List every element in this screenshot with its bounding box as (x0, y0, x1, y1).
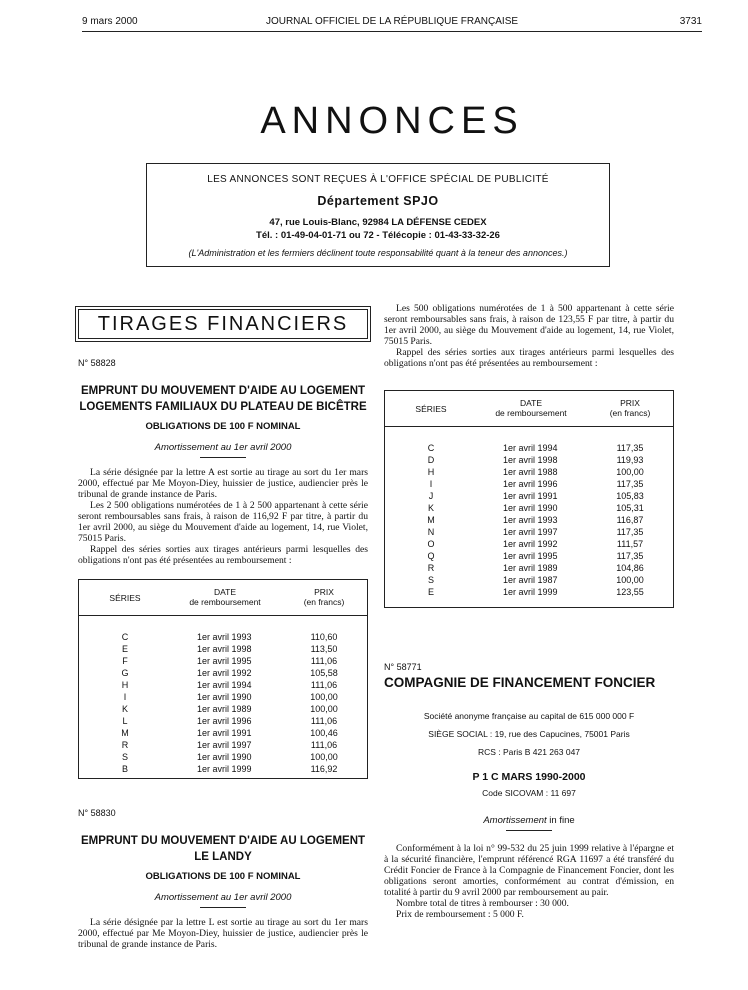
paragraph: Rappel des séries sorties aux tirages antérieurs parmi lesquelles des obligations n'ont pas été présentées au remboursement : (384, 347, 674, 369)
date-cell: 1er avril 1995 (503, 551, 558, 561)
date-cell: 1er avril 1995 (197, 656, 252, 666)
column-header-date: DATE de remboursement (495, 398, 567, 418)
price-cell: 110,60 (310, 632, 338, 642)
table-row (385, 575, 673, 587)
table-row (385, 491, 673, 503)
table-row (79, 704, 367, 716)
paragraph: Prix de remboursement : 5 000 F. (396, 909, 524, 920)
date-cell: 1er avril 1991 (503, 491, 558, 501)
section-title: TIRAGES FINANCIERS (78, 309, 368, 339)
series-cell: S (121, 752, 128, 762)
date-cell: 1er avril 1990 (197, 692, 252, 702)
paragraph: Conformément à la loi n° 99-532 du 25 juin 1999 relative à l'épargne et à la sécurité financière, l'emprunt référencé RGA 11697 a été transféré du Crédit Foncier de France à la Compagnie de Financement Foncier, dont les obligations seront amorties, conformément au contrat d'émission, en totalité à partir du 9 avril 2000 par remboursement au pair. (384, 843, 674, 898)
announcement-ref: N° 58828 (78, 358, 116, 368)
date-cell: 1er avril 1992 (503, 539, 558, 549)
table-row (79, 644, 367, 656)
table-row (385, 539, 673, 551)
table-row (79, 632, 367, 644)
date-cell: 1er avril 1993 (503, 515, 558, 525)
date-cell: 1er avril 1988 (503, 467, 558, 477)
notice-box (146, 163, 610, 267)
company-name: COMPAGNIE DE FINANCEMENT FONCIER (384, 675, 656, 690)
table-row (79, 692, 367, 704)
announcement-58830 (78, 808, 368, 950)
paragraph: Les 500 obligations numérotées de 1 à 500 appartenant à cette série seront remboursables sans frais, à raison de 123,55 F par titre, à partir du 1er avril 2000, au siège du Mouvement d'aide au logement, 14, rue Violet, 75015 Paris. (384, 303, 674, 347)
series-cell: R (121, 740, 129, 750)
series-cell: C (121, 632, 129, 642)
date-cell: 1er avril 1990 (503, 503, 558, 513)
announcement-ref: N° 58771 (384, 662, 422, 672)
series-cell: R (427, 563, 435, 573)
company-capital: Société anonyme française au capital de 615 000 000 F (423, 711, 635, 721)
series-cell: M (427, 515, 435, 525)
notice-line-1: LES ANNONCES SONT REÇUES À L'OFFICE SPÉCIAL DE PUBLICITÉ (207, 174, 549, 185)
page-title: ANNONCES (260, 100, 524, 142)
date-cell: 1er avril 1999 (197, 764, 252, 774)
company-headquarters: SIÈGE SOCIAL : 19, rue des Capucines, 75001 Paris (428, 729, 630, 739)
series-cell: L (122, 716, 128, 726)
announcement-amortization: Amortissement in fine (483, 815, 575, 826)
price-cell: 104,86 (616, 563, 644, 573)
notice-disclaimer: (L'Administration et les fermiers déclinent toute responsabilité quant à la teneur des annonces.) (188, 248, 568, 258)
announcement-amortization: Amortissement au 1er avril 2000 (154, 892, 292, 903)
page-header (82, 12, 702, 32)
series-cell: H (427, 467, 435, 477)
table-row (79, 716, 367, 728)
date-cell: 1er avril 1992 (197, 668, 252, 678)
table-row (385, 587, 673, 599)
date-cell: 1er avril 1996 (197, 716, 252, 726)
price-cell: 111,06 (310, 716, 338, 726)
date-cell: 1er avril 1994 (197, 680, 252, 690)
date-cell: 1er avril 1990 (197, 752, 252, 762)
series-cell: G (121, 668, 129, 678)
price-cell: 117,35 (616, 551, 644, 561)
series-cell: J (428, 491, 434, 501)
table-row (79, 680, 367, 692)
price-cell: 100,46 (310, 728, 338, 738)
price-cell: 116,92 (310, 764, 338, 774)
announcement-58771 (384, 662, 674, 920)
column-header-price: PRIX (en francs) (303, 587, 345, 607)
series-cell: H (121, 680, 129, 690)
price-cell: 100,00 (616, 575, 644, 585)
date-cell: 1er avril 1987 (503, 575, 558, 585)
table-row (385, 515, 673, 527)
series-cell: I (123, 692, 127, 702)
header-page-number: 3731 (679, 16, 702, 27)
bond-name: P 1 C MARS 1990-2000 (472, 771, 586, 783)
series-cell: B (121, 764, 128, 774)
table-row (79, 668, 367, 680)
announcement-amortization: Amortissement au 1er avril 2000 (154, 442, 292, 453)
series-cell: C (427, 443, 435, 453)
announcement-title-line-1: EMPRUNT DU MOUVEMENT D'AIDE AU LOGEMENT (80, 385, 366, 397)
price-cell: 111,06 (310, 740, 338, 750)
table-header (79, 580, 367, 616)
price-cell: 105,83 (616, 491, 644, 501)
price-cell: 119,93 (616, 455, 644, 465)
table-row (79, 740, 367, 752)
table-row (385, 551, 673, 563)
announcement-title-line-1: EMPRUNT DU MOUVEMENT D'AIDE AU LOGEMENT (80, 835, 366, 847)
series-table (78, 579, 368, 779)
table-row (385, 479, 673, 491)
price-cell: 105,31 (616, 503, 644, 513)
price-cell: 117,35 (616, 527, 644, 537)
notice-address: 47, rue Louis-Blanc, 92984 LA DÉFENSE CEDEX (269, 217, 487, 228)
table-row (385, 455, 673, 467)
series-cell: K (427, 503, 434, 513)
company-rcs: RCS : Paris B 421 263 047 (477, 747, 581, 757)
table-row (79, 656, 367, 668)
price-cell: 117,35 (616, 479, 644, 489)
price-cell: 111,57 (616, 539, 644, 549)
price-cell: 100,00 (310, 752, 338, 762)
series-cell: Q (427, 551, 435, 561)
announcement-subtitle: OBLIGATIONS DE 100 F NOMINAL (145, 421, 301, 432)
price-cell: 116,87 (616, 515, 644, 525)
column-header-series: SÉRIES (109, 593, 141, 603)
series-cell: F (122, 656, 128, 666)
table-row (385, 467, 673, 479)
date-cell: 1er avril 1991 (197, 728, 252, 738)
paragraph: La série désignée par la lettre L est sortie au tirage au sort du 1er mars 2000, effectué par Me Moyon-Diey, huissier de justice, audiencier près le tribunal de grande instance de Paris. (78, 917, 368, 950)
announcement-58828 (78, 358, 368, 566)
paragraph: Nombre total de titres à rembourser : 30 000. (396, 898, 569, 909)
announcement-58830-continued (384, 303, 674, 369)
price-cell: 113,50 (310, 644, 338, 654)
series-cell: D (427, 455, 435, 465)
date-cell: 1er avril 1996 (503, 479, 558, 489)
table-header (385, 391, 673, 427)
series-table (384, 390, 674, 608)
date-cell: 1er avril 1998 (503, 455, 558, 465)
series-cell: I (429, 479, 433, 489)
date-cell: 1er avril 1998 (197, 644, 252, 654)
announcement-ref: N° 58830 (78, 808, 116, 818)
series-cell: E (427, 587, 434, 597)
series-cell: O (427, 539, 435, 549)
price-cell: 100,00 (616, 467, 644, 477)
header-journal-name: JOURNAL OFFICIEL DE LA RÉPUBLIQUE FRANÇAISE (265, 16, 519, 27)
paragraph: La série désignée par la lettre A est sortie au tirage au sort du 1er mars 2000, effectué par Me Moyon-Diey, huissier de justice, audiencier près le tribunal de grande instance de Paris. (78, 467, 368, 500)
table-row (79, 752, 367, 764)
header-date: 9 mars 2000 (82, 16, 138, 27)
price-cell: 117,35 (616, 443, 644, 453)
series-cell: S (427, 575, 434, 585)
column-header-date: DATE de remboursement (189, 587, 261, 607)
notice-department: Département SPJO (317, 194, 439, 208)
price-cell: 100,00 (310, 692, 338, 702)
paragraph: Les 2 500 obligations numérotées de 1 à 2 500 appartenant à cette série seront remboursables sans frais, à raison de 116,92 F par titre, à partir du 1er avril 2000, au siège du Mouvement d'aide au logement, 14, rue Violet, 75015 Paris. (78, 500, 368, 544)
sicovam-code: Code SICOVAM : 11 697 (482, 788, 576, 798)
date-cell: 1er avril 1989 (197, 704, 252, 714)
column-header-price: PRIX (en francs) (609, 398, 651, 418)
series-cell: E (121, 644, 128, 654)
announcement-subtitle: OBLIGATIONS DE 100 F NOMINAL (145, 871, 301, 882)
table-row (385, 527, 673, 539)
table-row (79, 764, 367, 776)
notice-phone: Tél. : 01-49-04-01-71 ou 72 - Télécopie : 01-43-33-32-26 (256, 230, 500, 241)
date-cell: 1er avril 1994 (503, 443, 558, 453)
announcement-title-line-2: LOGEMENTS FAMILIAUX DU PLATEAU DE BICÊTRE (79, 401, 367, 413)
table-row (385, 503, 673, 515)
price-cell: 100,00 (310, 704, 338, 714)
price-cell: 123,55 (616, 587, 644, 597)
date-cell: 1er avril 1997 (197, 740, 252, 750)
date-cell: 1er avril 1989 (503, 563, 558, 573)
date-cell: 1er avril 1997 (503, 527, 558, 537)
series-cell: N (427, 527, 435, 537)
price-cell: 105,58 (310, 668, 338, 678)
announcement-title-line-2: LE LANDY (194, 851, 252, 863)
table-row (385, 563, 673, 575)
table-row (385, 443, 673, 455)
series-cell: M (121, 728, 129, 738)
series-cell: K (121, 704, 128, 714)
column-header-series: SÉRIES (415, 404, 447, 414)
date-cell: 1er avril 1993 (197, 632, 252, 642)
table-row (79, 728, 367, 740)
date-cell: 1er avril 1999 (503, 587, 558, 597)
price-cell: 111,06 (310, 680, 338, 690)
paragraph: Rappel des séries sorties aux tirages antérieurs parmi lesquelles des obligations n'ont pas été présentées au remboursement : (78, 544, 368, 566)
price-cell: 111,06 (310, 656, 338, 666)
